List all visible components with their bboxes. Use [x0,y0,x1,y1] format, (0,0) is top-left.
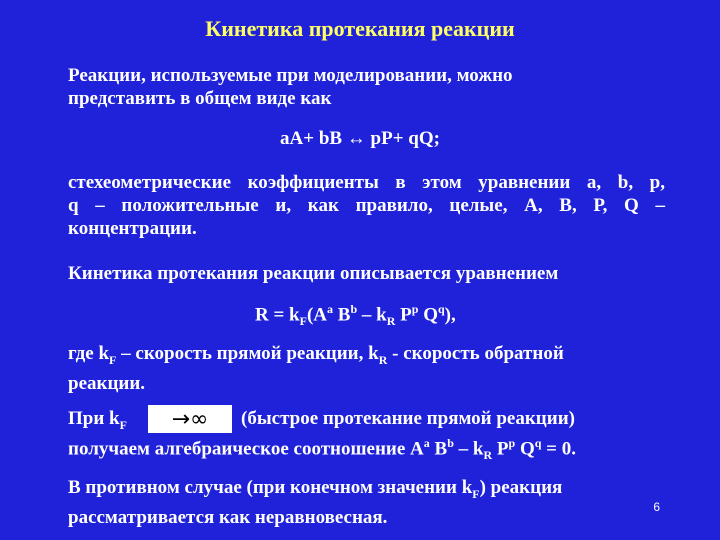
alg-q: Q [515,438,535,460]
coeff-line-1: стехеометрические коэффициенты в этом уравнении a, b, p, [68,172,665,193]
eq-rate-minus-k: – k [357,304,387,326]
where-start: где k [68,343,110,364]
paragraph-algebraic [68,432,688,467]
alg-b: B [429,438,448,460]
eq-rate-sup-b: b [350,302,358,316]
otherwise-end: ) реакция [479,477,563,498]
eq-rate-b: B [333,304,351,326]
page-number: 6 [653,500,660,514]
eq-rate-open: (A [306,304,328,326]
eq-rate-sup-q: q [437,302,445,316]
eq-rate-sup-a: a [327,302,334,316]
paragraph-where [68,342,668,395]
intro-line-1: Реакции, используемые при моделировании, можно [68,65,513,86]
paragraph-intro [68,64,668,110]
eq-rate-close: ), [444,304,456,326]
intro-line-2: представить в общем виде как [68,88,332,109]
otherwise-start: В противном случае (при конечном значении k [68,477,473,498]
arrow-infinity-box: →∞ [148,405,232,433]
equation-reaction: aA+ bB ↔ pP+ qQ; [280,128,440,149]
coeff-line-3: концентрации. [68,218,197,239]
where-line-2: реакции. [68,372,146,394]
alg-sup-q: q [534,436,542,450]
alg-end: = 0. [541,438,576,460]
when-sub-f: F [119,417,127,432]
alg-minus-k: – k [453,438,484,460]
paragraph-coefficients [68,171,665,240]
paragraph-otherwise [68,476,668,529]
equation-rate [255,302,456,329]
eq-rate-sub-f: F [299,314,307,329]
eq-rate-p: P [395,304,412,326]
alg-sup-a: a [423,436,430,450]
where-end: - скорость обратной [387,343,564,364]
otherwise-sub-f: F [472,486,480,501]
alg-sup-p: p [508,436,516,450]
where-sub-r: R [378,352,388,367]
alg-sub-r: R [483,448,493,463]
where-sub-f: F [109,352,117,367]
alg-p: P [492,438,509,460]
slide-title: Кинетика протекания реакции [205,16,515,41]
when-start: При k [68,408,120,429]
otherwise-line-1 [68,476,668,506]
eq-rate-sup-p: p [411,302,419,316]
eq-rate-q: Q [418,304,438,326]
where-line-1 [68,342,668,372]
coeff-line-2: q – положительные и, как правило, целые, А, В, Р, Q – [68,195,665,216]
when-parenthetical: (быстрое протекание прямой реакции) [241,408,575,429]
alg-start: получаем алгебраическое соотношение A [68,438,424,460]
otherwise-line-2: рассматривается как неравновесная. [68,506,388,528]
paragraph-kinetics: Кинетика протекания реакции описывается уравнением [68,263,559,284]
eq-rate-sub-r: R [386,314,396,329]
where-mid: – скорость прямой реакции, k [116,343,379,364]
eq-rate-prefix: R = k [255,304,300,326]
alg-sup-b: b [447,436,454,450]
